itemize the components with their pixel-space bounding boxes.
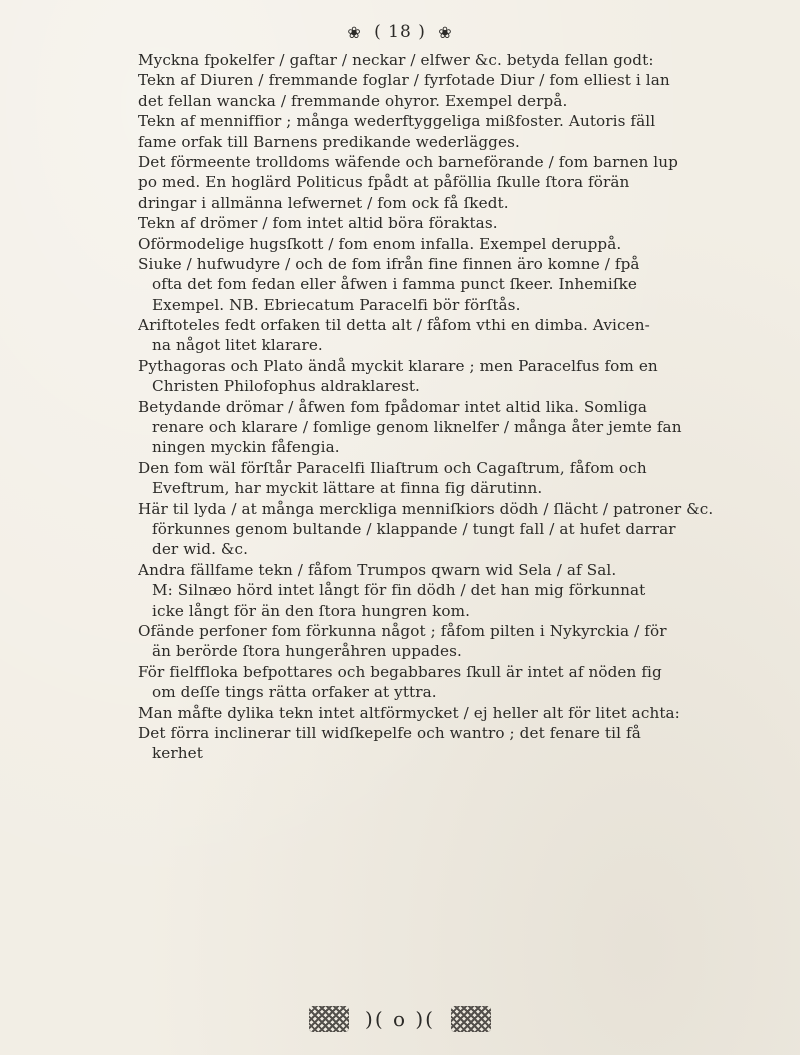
text-line: po med. En hoglärd Politicus fpådt at påföllia ſkulle ſtora förän	[138, 173, 630, 192]
text-line: renare och klarare / fomlige genom liknelfer / många åter jemte fan	[152, 418, 682, 437]
text-line: M: Silnæo hörd intet långt för fin dödh / det han mig förkunnat	[152, 581, 646, 600]
text-line: der wid. &c.	[152, 540, 249, 559]
page-footer-ornament	[0, 1006, 800, 1032]
flower-ornament-right-icon: ❀	[438, 23, 453, 42]
text-line: Siuke / hufwudyre / och de fom ifrån fine finnen äro komne / fpå	[138, 254, 640, 273]
body-text	[138, 50, 738, 764]
text-line: Ofände perfoner fom förkunna något ; fåfom pilten i Nykyrckia / för	[138, 621, 667, 640]
text-line: Ariftoteles fedt orfaken til detta alt / fåfom vthi en dimba. Avicen-	[138, 316, 650, 335]
text-line: Oförmodelige hugsſkott / fom enom infalla. Exempel deruppå.	[138, 234, 622, 253]
decorative-block-left-icon	[309, 1006, 349, 1032]
text-line: Den fom wäl förſtår Paracelfi Iliaſtrum och Cagaſtrum, fåfom och	[138, 458, 647, 477]
text-line: än berörde ſtora hungeråhren uppades.	[152, 642, 462, 661]
text-line: icke långt för än den ſtora hungren kom.	[152, 601, 471, 620]
text-line: na något litet klarare.	[152, 336, 323, 355]
text-line: Man måfte dylika tekn intet altförmycket / ej heller alt för litet achta:	[138, 703, 680, 722]
text-line: Eveftrum, har myckit lättare at finna fig därutinn.	[152, 479, 543, 498]
text-line: ningen myckin fåfengia.	[152, 438, 340, 457]
text-line: dringar i allmänna lefwernet / fom ock få ſkedt.	[138, 193, 509, 212]
text-line: Betydande drömar / åfwen fom fpådomar intet altid lika. Somliga	[138, 397, 648, 416]
text-line: Myckna fpokelfer / gaftar / neckar / elfwer &c. betyda fellan godt:	[138, 51, 654, 69]
text-line: kerhet	[152, 744, 203, 763]
page-number: ( 18 )	[374, 22, 426, 42]
text-line: Christen Philofophus aldraklarest.	[152, 377, 420, 396]
text-line: Här til lyda / at många merckliga menniſkiors dödh / ſlächt / patroner &c.	[138, 499, 714, 518]
text-line: Tekn af drömer / fom intet altid böra föraktas.	[138, 214, 498, 233]
text-line: det fellan wancka / fremmande ohyror. Exempel derpå.	[138, 91, 568, 110]
text-line: För fielffloka befpottares och begabbares ſkull är intet af nöden fig	[138, 662, 662, 681]
text-line: ofta det fom fedan eller åfwen i famma punct ſkeer. Inhemiſke	[152, 275, 637, 294]
text-line: Tekn af Diuren / fremmande foglar / fyrfotade Diur / fom elliest i lan	[138, 71, 670, 90]
text-line: fame orfak till Barnens predikande wederlägges.	[138, 132, 520, 151]
text-line: Exempel. NB. Ebriecatum Paracelfi bör förſtås.	[152, 295, 521, 314]
decorative-block-right-icon	[451, 1006, 491, 1032]
flower-ornament-left-icon: ❀	[347, 23, 362, 42]
text-line: Det förra inclinerar till widſkepelfe och wantro ; det fenare til få	[138, 723, 641, 742]
text-line: förkunnes genom bultande / klappande / tungt fall / at hufet darrar	[152, 519, 676, 538]
page-header	[0, 22, 800, 42]
text-line: Det förmeente trolldoms wäfende och barneförande / fom barnen lup	[138, 152, 678, 171]
text-line: Pythagoras och Plato ändå myckit klarare ; men Paracelfus fom en	[138, 356, 658, 375]
footer-ornament-text: )( o )(	[365, 1007, 435, 1031]
text-line: Andra fällfame tekn / fåfom Trumpos qwarn wid Sela / af Sal.	[138, 560, 617, 579]
text-line: om deſſe tings rätta orfaker at yttra.	[152, 683, 437, 702]
text-line: Tekn af menniffior ; många wederftyggeliga mißfoster. Autoris fäll	[138, 112, 656, 131]
